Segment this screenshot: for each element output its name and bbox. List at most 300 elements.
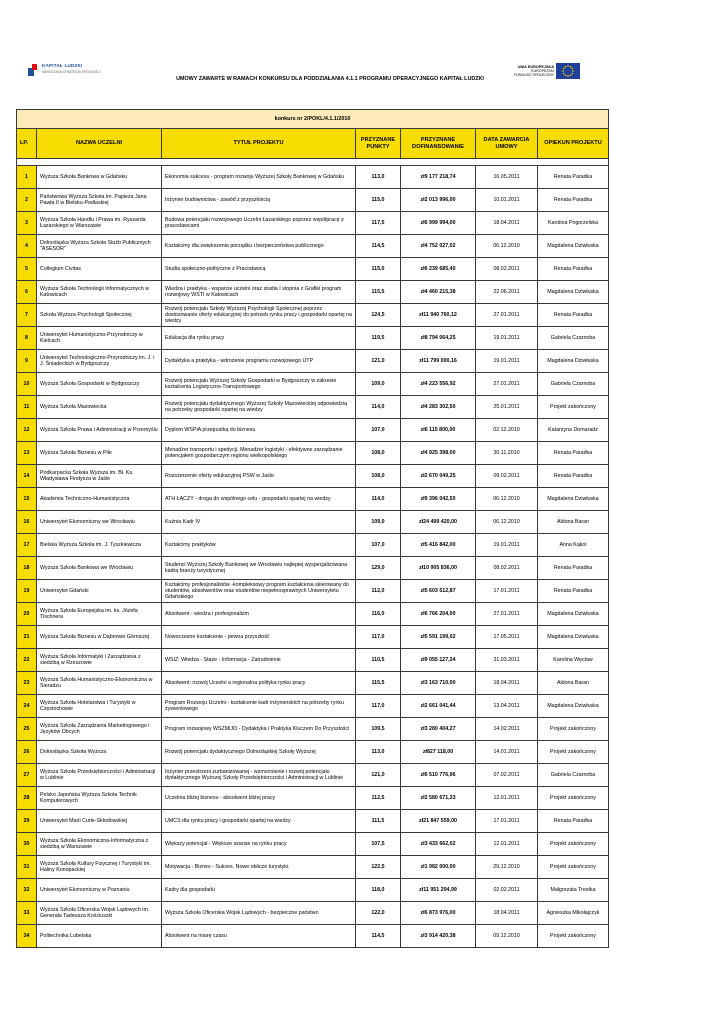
col-header-date: DATA ZAWARCIA UMOWY [476, 129, 538, 159]
project-title: WSIZ: Wiedza - Staże - Informacja - Zatrudnienie [162, 649, 356, 672]
project-guardian: Karolina Węcław [538, 649, 609, 672]
awarded-funding: zł4 925 398,00 [401, 442, 476, 465]
col-header-name: NAZWA UCZELNI [37, 129, 162, 159]
project-title: Rozszerzenie oferty edukacyjnej PSW w Jaśle [162, 465, 356, 488]
university-name: Uniwersytet Ekonomiczny w Poznaniu [37, 879, 162, 902]
row-number: 5 [17, 258, 37, 281]
project-title: Ekonomia sukcesu - program rozwoju Wyższej Szkoły Bankowej w Gdańsku [162, 166, 356, 189]
awarded-points: 110,5 [356, 649, 401, 672]
contract-date: 31.03.2011 [476, 649, 538, 672]
university-name: Uniwersytet Ekonomiczny we Wrocławiu [37, 511, 162, 534]
project-guardian: Małgorzata Trestka [538, 879, 609, 902]
project-title: Nowoczesne kształcenie - pewna przyszłość [162, 626, 356, 649]
row-number: 9 [17, 350, 37, 373]
table-row [17, 879, 609, 902]
awarded-funding: zł1 982 000,00 [401, 856, 476, 879]
table-row [17, 557, 609, 580]
project-title: UMCS dla rynku pracy i gospodarki opartej na wiedzy [162, 810, 356, 833]
contract-date: 14.01.2011 [476, 741, 538, 764]
table-body [17, 166, 609, 948]
awarded-funding: zł5 591 199,02 [401, 626, 476, 649]
row-number: 7 [17, 304, 37, 327]
table-row [17, 442, 609, 465]
project-guardian: Karolina Pogorzelska [538, 212, 609, 235]
header-gap-row [17, 159, 609, 166]
project-guardian: Katarzyna Domaradz [538, 419, 609, 442]
project-title: Wyższa Szkoła Oficerska Wojsk Lądowych - bezpieczne państwo [162, 902, 356, 925]
project-guardian: Projekt zakończony [538, 718, 609, 741]
row-number: 23 [17, 672, 37, 695]
col-header-project: TYTUŁ PROJEKTU [162, 129, 356, 159]
contract-date: 06.12.2010 [476, 488, 538, 511]
contract-date: 27.01.2011 [476, 373, 538, 396]
awarded-points: 114,5 [356, 925, 401, 948]
awarded-funding: zł2 670 049,25 [401, 465, 476, 488]
project-title: Rozwój potencjału Szkoły Wyższej Psychologii Społecznej poprzez dostosowanie oferty edukacyjnej do potrzeb rynku pracy i gospodarki opartej na wiedzy [162, 304, 356, 327]
university-name: Wyższa Szkoła Oficerska Wojsk Lądowych im. Generała Tadeusza Kościuszki [37, 902, 162, 925]
awarded-points: 122,5 [356, 856, 401, 879]
eu-star-icon [567, 75, 569, 77]
university-name: Akademia Techniczno-Humanistyczna [37, 488, 162, 511]
row-number: 27 [17, 764, 37, 787]
awarded-points: 121,0 [356, 764, 401, 787]
contract-date: 12.01.2011 [476, 787, 538, 810]
project-title: Program rozwojowy WSZMiJO - Dydaktyka i Praktyka Kluczem Do Przyszłości [162, 718, 356, 741]
project-title: Dyplom WSPiA przepustką do biznesu [162, 419, 356, 442]
university-name: Wyższa Szkoła Zarządzania Marketingowego i Języków Obcych [37, 718, 162, 741]
row-number: 8 [17, 327, 37, 350]
awarded-points: 115,0 [356, 258, 401, 281]
university-name: Szkoła Wyższa Psychologii Społecznej [37, 304, 162, 327]
awarded-funding: zł4 223 556,92 [401, 373, 476, 396]
row-number: 17 [17, 534, 37, 557]
project-title: Rozwój potencjału Wyższej Szkoły Gospodarki w Bydgoszczy w zakresie kształcenia Logistyczno-Transportowego [162, 373, 356, 396]
awarded-funding: zł24 499 420,00 [401, 511, 476, 534]
awarded-points: 107,5 [356, 833, 401, 856]
project-guardian: Renata Paradka [538, 258, 609, 281]
table-row [17, 373, 609, 396]
eu-logo-line-1: UNIA EUROPEJSKA [517, 65, 554, 69]
university-name: Wyższa Szkoła Technologii Informatycznych w Katowicach [37, 281, 162, 304]
university-name: Wyższa Szkoła Hotelarstwa i Turystyki w Częstochowie [37, 695, 162, 718]
logo-left-subtext: NARODOWA STRATEGIA SPÓJNOŚCI [42, 70, 101, 74]
awarded-points: 112,0 [356, 580, 401, 603]
awarded-funding: zł11 940 760,12 [401, 304, 476, 327]
table-row [17, 810, 609, 833]
eu-star-icon [563, 73, 565, 75]
awarded-points: 121,0 [356, 350, 401, 373]
col-header-amount: PRZYZNANE DOFINANSOWANIE [401, 129, 476, 159]
eu-logo-line-2: EUROPEJSKI [531, 69, 554, 74]
awarded-points: 111,5 [356, 810, 401, 833]
awarded-points: 116,0 [356, 603, 401, 626]
row-number: 2 [17, 189, 37, 212]
eu-flag-icon [556, 63, 580, 79]
row-number: 14 [17, 465, 37, 488]
table-row [17, 189, 609, 212]
university-name: Wyższa Szkoła Prawa i Administracji w Przemyślu [37, 419, 162, 442]
awarded-points: 122,0 [356, 902, 401, 925]
table-row [17, 212, 609, 235]
table-row [17, 649, 609, 672]
table-row [17, 580, 609, 603]
table-row [17, 603, 609, 626]
awarded-funding: zł3 914 420,38 [401, 925, 476, 948]
contest-label: konkurs nr 2/POKL/4.1.1/2010 [17, 110, 609, 129]
awarded-funding: zł827 118,00 [401, 741, 476, 764]
project-title: Studia społeczno-polityczne z Pracodawcą [162, 258, 356, 281]
table-row [17, 465, 609, 488]
awarded-funding: zł6 115 800,00 [401, 419, 476, 442]
eu-logo-line-3: FUNDUSZ SPOŁECZNY [514, 73, 554, 78]
project-guardian: Agnieszka Mikołajczyk [538, 902, 609, 925]
university-name: Dolnośląska Wyższa Szkoła Służb Publicznych "ASESOR" [37, 235, 162, 258]
awarded-points: 109,0 [356, 511, 401, 534]
awarded-funding: zł4 460 215,38 [401, 281, 476, 304]
university-name: Państwowa Wyższa Szkoła im. Papieża Jana Pawła II w Bielsku-Podlaskiej [37, 189, 162, 212]
table-row [17, 304, 609, 327]
contract-date: 29.12.2010 [476, 856, 538, 879]
awarded-points: 117,0 [356, 695, 401, 718]
table-row [17, 718, 609, 741]
awarded-points: 117,5 [356, 212, 401, 235]
contract-date: 09.12.2010 [476, 925, 538, 948]
table-row [17, 396, 609, 419]
contract-date: 06.12.2010 [476, 511, 538, 534]
contract-date: 06.12.2010 [476, 235, 538, 258]
project-title: ATH ŁĄCZY - droga do wspólnego celu - gospodarki opartej na wiedzy [162, 488, 356, 511]
contract-date: 19.01.2011 [476, 534, 538, 557]
row-number: 20 [17, 603, 37, 626]
university-name: Wyższa Szkoła Kultury Fizycznej i Turystyki im. Haliny Konopackiej [37, 856, 162, 879]
university-name: Wyższa Szkoła Informatyki i Zarządzania z siedzibą w Rzeszowie [37, 649, 162, 672]
awarded-funding: zł11 951 204,99 [401, 879, 476, 902]
project-title: Uczelnia bliżej biznesu - absolwent bliżej pracy [162, 787, 356, 810]
project-title: Menadżer transportu i spedycji, Menadżer logistyki - efektywne zarządzanie potencjałem gospodarczym regionu wielkopolskiego [162, 442, 356, 465]
table-row [17, 534, 609, 557]
table-row [17, 695, 609, 718]
project-guardian: Aldona Baran [538, 511, 609, 534]
row-number: 16 [17, 511, 37, 534]
awarded-points: 113,0 [356, 741, 401, 764]
contract-date: 17.05.2011 [476, 626, 538, 649]
university-name: Uniwersytet Humanistyczno-Przyrodniczy w Kielcach [37, 327, 162, 350]
project-guardian: Renata Paradka [538, 580, 609, 603]
awarded-funding: zł4 283 302,50 [401, 396, 476, 419]
project-title: Motywacja - Biznes - Sukces. Nowe oblicze turystyki. [162, 856, 356, 879]
university-name: Wyższa Szkoła Ekonomiczna-Informatyczna z siedzibą w Warszawie [37, 833, 162, 856]
document-title: UMOWY ZAWARTE W RAMACH KONKURSU DLA PODDZIAŁANIA 4.1.1 PROGRAMU OPERACYJNEGO KAPITAŁ LUDZKI [176, 76, 484, 82]
university-name: Wyższa Szkoła Gospodarki w Bydgoszczy [37, 373, 162, 396]
contract-date: 30.11.2010 [476, 442, 538, 465]
table-row [17, 741, 609, 764]
contract-date: 27.01.2011 [476, 304, 538, 327]
contract-date: 17.01.2011 [476, 580, 538, 603]
table-row [17, 350, 609, 373]
project-title: Edukacja dla rynku pracy [162, 327, 356, 350]
table-row [17, 925, 609, 948]
awarded-points: 124,5 [356, 304, 401, 327]
awarded-points: 114,0 [356, 488, 401, 511]
eu-star-icon [572, 73, 574, 75]
university-name: Bielska Wyższa Szkoła im. J. Tyszkiewicza [37, 534, 162, 557]
row-number: 32 [17, 879, 37, 902]
project-title: Wiedza i praktyka - wsparcie uczelni oraz studia I stopnia z Grafiki program rozwojowy WSTI w Katowicach [162, 281, 356, 304]
awarded-points: 114,0 [356, 396, 401, 419]
university-name: Podkarpacka Szkoła Wyższa im. Bł. Ks. Władysława Findysza w Jaśle [37, 465, 162, 488]
project-title: Inżynier przestrzeni zurbanizowanej - wzmocnienie i rozwój potencjału dydaktycznego Wyższej Szkoły Przedsiębiorczości i Administracji w Lublinie [162, 764, 356, 787]
col-header-guardian: OPIEKUN PROJEKTU [538, 129, 609, 159]
awarded-points: 108,0 [356, 465, 401, 488]
table-row [17, 235, 609, 258]
project-title: Większy potencjał - Większe szanse na rynku pracy [162, 833, 356, 856]
awarded-funding: zł9 177 218,74 [401, 166, 476, 189]
awarded-funding: zł3 280 404,27 [401, 718, 476, 741]
row-number: 21 [17, 626, 37, 649]
project-title: Absolwent - wiedza i profesjonalizm [162, 603, 356, 626]
table-row [17, 787, 609, 810]
awarded-funding: zł3 433 662,02 [401, 833, 476, 856]
university-name: Wyższa Szkoła Humanistyczno-Ekonomiczna w Sieradzu [37, 672, 162, 695]
project-guardian: Projekt zakończony [538, 833, 609, 856]
eu-star-icon [572, 70, 574, 72]
project-title: Kuźnia Kadr IV [162, 511, 356, 534]
kapital-ludzki-logo [28, 60, 101, 80]
project-guardian: Renata Paradka [538, 810, 609, 833]
project-guardian: Renata Paradka [538, 557, 609, 580]
project-guardian: Gabriela Czarnoba [538, 373, 609, 396]
table-row [17, 166, 609, 189]
university-name: Wyższa Szkoła Europejska im. ks. Józefa Tischnera [37, 603, 162, 626]
university-name: Collegium Civitas [37, 258, 162, 281]
table-row [17, 626, 609, 649]
contract-date: 18.04.2011 [476, 902, 538, 925]
project-guardian: Magdalena Dziwłuska [538, 488, 609, 511]
row-number: 15 [17, 488, 37, 511]
contracts-table [16, 109, 609, 948]
contract-date: 22.06.2011 [476, 281, 538, 304]
contract-date: 02.12.2010 [476, 419, 538, 442]
university-name: Wyższa Szkoła Handlu i Prawa im. Ryszarda Łazarskiego w Warszawie [37, 212, 162, 235]
row-number: 22 [17, 649, 37, 672]
row-number: 29 [17, 810, 37, 833]
awarded-funding: zł11 799 000,16 [401, 350, 476, 373]
table-row [17, 488, 609, 511]
project-guardian: Renata Paradka [538, 166, 609, 189]
table-row [17, 672, 609, 695]
awarded-funding: zł21 847 559,00 [401, 810, 476, 833]
project-guardian: Projekt zakończony [538, 741, 609, 764]
project-title: Rozwój potencjału dydaktycznego Dolnośląskiej Szkoły Wyższej [162, 741, 356, 764]
awarded-funding: zł10 905 836,00 [401, 557, 476, 580]
project-guardian: Aldona Baran [538, 672, 609, 695]
contract-date: 27.01.2011 [476, 603, 538, 626]
eu-star-icon [562, 70, 564, 72]
row-number: 18 [17, 557, 37, 580]
awarded-funding: zł9 055 127,24 [401, 649, 476, 672]
awarded-funding: zł6 239 685,40 [401, 258, 476, 281]
project-guardian: Magdalena Dziwłuska [538, 235, 609, 258]
awarded-points: 129,0 [356, 557, 401, 580]
awarded-funding: zł6 873 976,00 [401, 902, 476, 925]
awarded-funding: zł5 603 512,87 [401, 580, 476, 603]
awarded-funding: zł6 766 204,00 [401, 603, 476, 626]
university-name: Uniwersytet Gdański [37, 580, 162, 603]
awarded-funding: zł2 013 996,00 [401, 189, 476, 212]
contract-date: 16.05.2011 [476, 166, 538, 189]
university-name: Wyższa Szkoła Mazowiecka [37, 396, 162, 419]
project-title: Kształcimy profesjonalistów -kompleksowy program kształcenia skierowany do studentów, absolwentów oraz studentów niepełnosprawnych Uniwersytetu Gdańskiego [162, 580, 356, 603]
university-name: Wyższa Szkoła Przedsiębiorczości i Administracji w Lublinie [37, 764, 162, 787]
contract-date: 13.04.2011 [476, 695, 538, 718]
eu-logo [510, 63, 580, 83]
university-name: Uniwersytet Marii Curie-Skłodowskiej [37, 810, 162, 833]
awarded-points: 115,5 [356, 281, 401, 304]
contract-date: 10.01.2011 [476, 189, 538, 212]
contract-date: 07.02.2011 [476, 764, 538, 787]
project-guardian: Magdalena Dziwłuska [538, 695, 609, 718]
logo-left-text: KAPITAŁ LUDZKI [42, 63, 83, 68]
contract-date: 19.01.2011 [476, 327, 538, 350]
eu-star-icon [563, 68, 565, 70]
university-name: Polsko Japońska Wyższa Szkoła Technik Komputerowych [37, 787, 162, 810]
table-row [17, 833, 609, 856]
university-name: Uniwersytet Technologiczno-Przyrodniczy im. J. i J. Śniadeckich w Bydgoszczy [37, 350, 162, 373]
awarded-funding: zł6 510 776,96 [401, 764, 476, 787]
row-number: 26 [17, 741, 37, 764]
awarded-points: 113,0 [356, 166, 401, 189]
row-number: 3 [17, 212, 37, 235]
project-guardian: Renata Paradka [538, 465, 609, 488]
contest-row [17, 110, 609, 129]
contract-date: 18.04.2011 [476, 672, 538, 695]
project-title: Inżynier budownictwa - zawód z przyszłością [162, 189, 356, 212]
university-name: Wyższa Szkoła Bankowa we Wrocławiu [37, 557, 162, 580]
row-number: 6 [17, 281, 37, 304]
awarded-funding: zł6 999 994,00 [401, 212, 476, 235]
project-guardian: Anna Kąkol [538, 534, 609, 557]
project-guardian: Gabriela Czarnoba [538, 327, 609, 350]
project-guardian: Projekt zakończony [538, 925, 609, 948]
row-number: 30 [17, 833, 37, 856]
eu-star-icon [570, 75, 572, 77]
project-guardian: Renata Paradka [538, 304, 609, 327]
eu-star-icon [565, 66, 567, 68]
contract-date: 12.01.2011 [476, 833, 538, 856]
col-header-points: PRZYZNANE PUNKTY [356, 129, 401, 159]
project-guardian: Magdalena Dziwłuska [538, 281, 609, 304]
project-guardian: Magdalena Dziwłuska [538, 350, 609, 373]
table-row [17, 902, 609, 925]
row-number: 31 [17, 856, 37, 879]
project-title: Absolwent na miarę czasu [162, 925, 356, 948]
contract-date: 14.02.2011 [476, 718, 538, 741]
project-title: Kształcimy dla zwiększenia porządku i bezpieczeństwa publicznego [162, 235, 356, 258]
table-row [17, 327, 609, 350]
project-guardian: Gabriela Czarnoba [538, 764, 609, 787]
project-guardian: Magdalena Dziwłuska [538, 603, 609, 626]
table-row [17, 281, 609, 304]
eu-star-icon [567, 65, 569, 67]
row-number: 13 [17, 442, 37, 465]
project-guardian: Magdalena Dziwłuska [538, 626, 609, 649]
project-title: Absolwent: rozwój Uczelni a regionalna polityka rynku pracy [162, 672, 356, 695]
university-name: Dolnośląska Szkoła Wyższa [37, 741, 162, 764]
project-title: Dydaktyka a praktyka - wdrożenie programu rozwojowego UTP [162, 350, 356, 373]
awarded-points: 109,0 [356, 373, 401, 396]
awarded-funding: zł5 416 842,00 [401, 534, 476, 557]
university-name: Politechnika Lubelska [37, 925, 162, 948]
project-title: Kadry dla gospodarki [162, 879, 356, 902]
awarded-points: 108,0 [356, 442, 401, 465]
project-guardian: Projekt zakończony [538, 396, 609, 419]
row-number: 10 [17, 373, 37, 396]
row-number: 1 [17, 166, 37, 189]
awarded-funding: zł4 752 027,02 [401, 235, 476, 258]
awarded-points: 115,0 [356, 189, 401, 212]
university-name: Wyższa Szkoła Biznesu w Dąbrowie Górniczej [37, 626, 162, 649]
table-row [17, 764, 609, 787]
awarded-points: 119,5 [356, 327, 401, 350]
contract-date: 18.04.2011 [476, 212, 538, 235]
table-row [17, 419, 609, 442]
university-name: Wyższa Szkoła Biznesu w Pile [37, 442, 162, 465]
project-title: Program Rozwoju Uczelni - kształcenie kadr inżynierskich na potrzeby rynku żywieniowego [162, 695, 356, 718]
row-number: 12 [17, 419, 37, 442]
col-header-lp: LP. [17, 129, 37, 159]
row-number: 34 [17, 925, 37, 948]
eu-star-icon [572, 68, 574, 70]
project-guardian: Renata Paradka [538, 442, 609, 465]
row-number: 4 [17, 235, 37, 258]
contract-date: 02.02.2011 [476, 879, 538, 902]
eu-star-icon [570, 66, 572, 68]
awarded-points: 115,5 [356, 672, 401, 695]
project-title: Studenci Wyższej Szkoły Bankowej we Wrocławiu najlepiej wyspecjalizowana kadrą branży turystycznej [162, 557, 356, 580]
table-row [17, 856, 609, 879]
contract-date: 25.01.2011 [476, 396, 538, 419]
eu-star-icon [565, 75, 567, 77]
contract-date: 08.02.2011 [476, 258, 538, 281]
row-number: 19 [17, 580, 37, 603]
project-title: Kształcimy praktyków [162, 534, 356, 557]
contract-date: 08.02.2011 [476, 557, 538, 580]
eu-logo-text [514, 65, 554, 78]
contract-date: 17.01.2011 [476, 810, 538, 833]
row-number: 25 [17, 718, 37, 741]
project-guardian: Projekt zakończony [538, 787, 609, 810]
awarded-funding: zł9 396 042,50 [401, 488, 476, 511]
row-number: 28 [17, 787, 37, 810]
logo-mark-icon [28, 62, 38, 76]
awarded-points: 109,5 [356, 718, 401, 741]
awarded-funding: zł8 794 064,25 [401, 327, 476, 350]
project-title: Rozwój potencjału dydaktycznego Wyższej Szkoły Mazowieckiej odpowiedzią na potrzeby gospodarki opartej na wiedzy [162, 396, 356, 419]
awarded-points: 112,5 [356, 787, 401, 810]
row-number: 33 [17, 902, 37, 925]
awarded-points: 107,0 [356, 534, 401, 557]
row-number: 24 [17, 695, 37, 718]
project-guardian: Renata Paradka [538, 189, 609, 212]
awarded-points: 118,0 [356, 879, 401, 902]
awarded-funding: zł2 661 041,44 [401, 695, 476, 718]
awarded-points: 117,0 [356, 626, 401, 649]
contract-date: 19.01.2011 [476, 350, 538, 373]
contract-date: 09.02.2011 [476, 465, 538, 488]
table-row [17, 258, 609, 281]
project-title: Budowa potencjału rozwojowego Uczelni Łazarskiego poprzez współpracę z pracodawcami [162, 212, 356, 235]
university-name: Wyższa Szkoła Bankowa w Gdańsku [37, 166, 162, 189]
